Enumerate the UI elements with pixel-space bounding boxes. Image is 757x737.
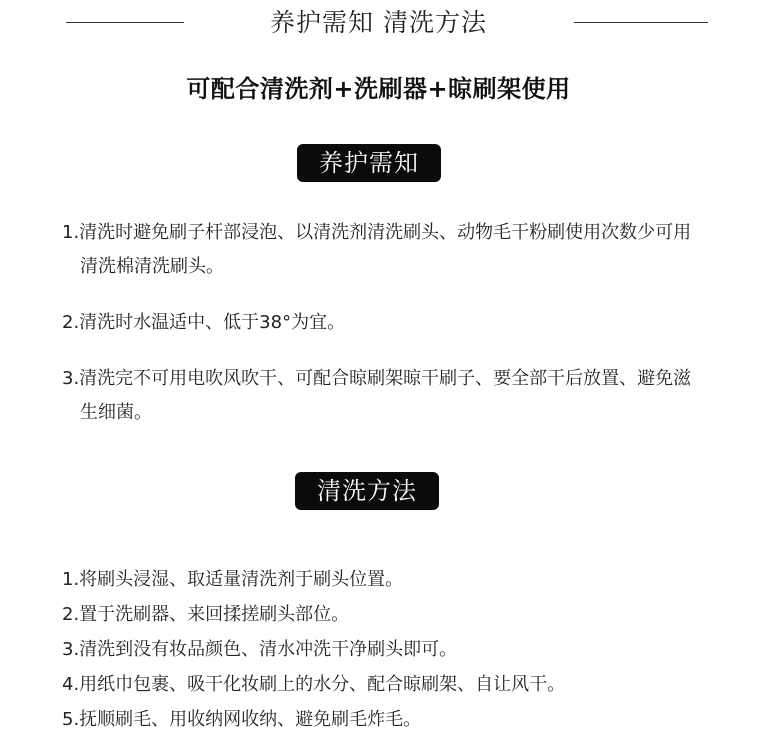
header-divider-right xyxy=(574,22,708,23)
care-section-badge: 养护需知 xyxy=(297,144,441,182)
care-item-3: 3.清洗完不可用电吹风吹干、可配合晾刷架晾干刷子、要全部干后放置、避免滋生细菌。 xyxy=(62,368,692,423)
clean-step-3: 3.清洗到没有妆品颜色、清水冲洗干净刷头即可。 xyxy=(62,639,458,660)
care-item-1: 1.清洗时避免刷子杆部浸泡、以清洗剂清洗刷头、动物毛干粉刷使用次数少可用清洗棉清洗刷头。 xyxy=(62,222,692,277)
clean-step-1: 1.将刷头浸湿、取适量清洗剂于刷头位置。 xyxy=(62,569,404,590)
clean-step-5: 5.抚顺刷毛、用收纳网收纳、避免刷毛炸毛。 xyxy=(62,709,422,730)
clean-section-badge: 清洗方法 xyxy=(295,472,439,510)
usage-subtitle: 可配合清洗剂+洗刷器+晾刷架使用 xyxy=(186,75,571,103)
page-header xyxy=(0,0,757,48)
page-title: 养护需知 清洗方法 xyxy=(270,8,487,37)
clean-step-4: 4.用纸巾包裹、吸干化妆刷上的水分、配合晾刷架、自让风干。 xyxy=(62,674,566,695)
care-item-2: 2.清洗时水温适中、低于38°为宜。 xyxy=(62,312,346,333)
care-instructions-list xyxy=(62,216,702,452)
clean-step-2: 2.置于洗刷器、来回揉搓刷头部位。 xyxy=(62,604,350,625)
cleaning-steps-list xyxy=(62,562,722,737)
